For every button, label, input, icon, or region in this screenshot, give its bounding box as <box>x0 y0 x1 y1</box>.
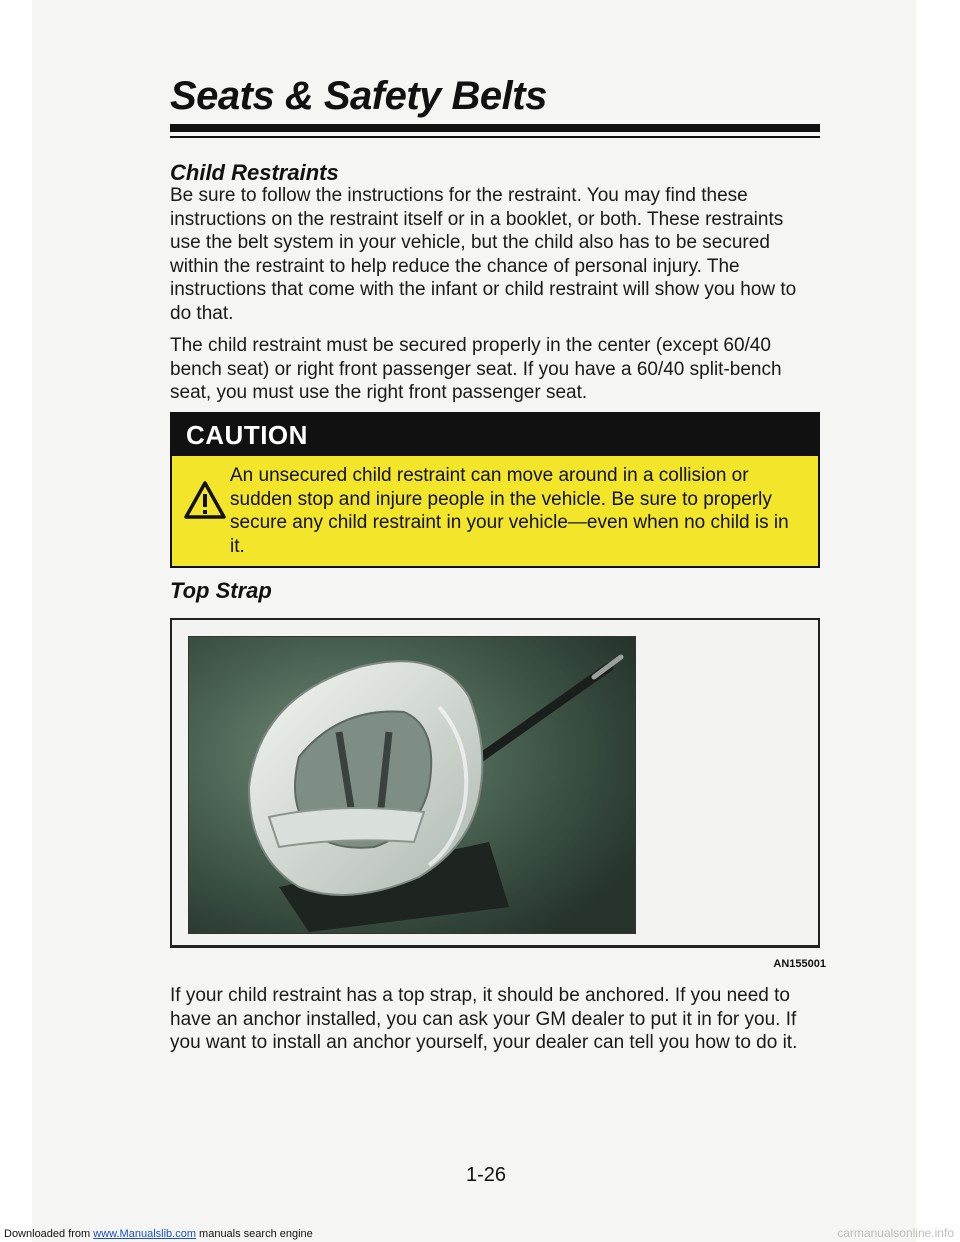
caution-label: CAUTION <box>186 420 308 450</box>
text-line: If your child restraint has a top strap, it should be anchored. If you need to <box>170 985 790 1006</box>
text-line: within the restraint to help reduce the chance of personal injury. The <box>170 255 740 277</box>
text-line: seat, you must use the right front passenger seat. <box>170 382 588 403</box>
heading-top-strap: Top Strap <box>170 578 272 603</box>
text-line: sudden stop and injure people in the vehicle. Be sure to properly <box>230 488 772 510</box>
paragraph-child-restraints-2 <box>170 334 810 405</box>
text-line: An unsecured child restraint can move around in a collision or <box>230 465 749 486</box>
figure-code: AN155001 <box>773 958 826 970</box>
title-rule-thin <box>170 136 820 138</box>
text-line: The child restraint must be secured properly in the center (except 60/40 <box>170 335 771 356</box>
text-line: secure any child restraint in your vehicle—even when no child is in <box>230 512 789 533</box>
text-line: Be sure to follow the instructions for the restraint. You may find these <box>170 185 748 206</box>
warning-triangle-icon <box>184 480 226 520</box>
footer-download-note <box>4 1228 313 1240</box>
footer-prefix: Downloaded from <box>4 1228 94 1240</box>
text-line: do that. <box>170 302 234 324</box>
text-line: you want to install an anchor yourself, your dealer can tell you how to do it. <box>170 1032 798 1053</box>
manualslib-link[interactable]: www.Manualslib.com <box>93 1228 196 1240</box>
figure-frame <box>170 618 820 948</box>
text-line: use the belt system in your vehicle, but the child also has to be secured <box>170 232 770 253</box>
child-seat-photo <box>188 636 636 934</box>
text-line: have an anchor installed, you can ask your GM dealer to put it in for you. If <box>170 1008 797 1030</box>
paragraph-top-strap <box>170 984 810 1055</box>
paragraph-child-restraints-1 <box>170 184 810 325</box>
heading-child-restraints: Child Restraints <box>170 160 339 185</box>
caution-box <box>170 412 820 568</box>
caution-header <box>172 414 818 456</box>
text-line: instructions that come with the infant or child restraint will show you how to <box>170 279 797 300</box>
footer-watermark: carmanualsonline.info <box>837 1226 954 1240</box>
text-line: bench seat) or right front passenger seat. If you have a 60/40 split-bench <box>170 358 782 380</box>
page-number: 1-26 <box>466 1164 507 1186</box>
caution-text <box>230 464 800 558</box>
title-rule <box>170 124 820 132</box>
text-line: instructions on the restraint itself or in a booklet, or both. These restraints <box>170 208 784 230</box>
page-title: Seats & Safety Belts <box>170 74 547 118</box>
footer-suffix: manuals search engine <box>195 1228 313 1240</box>
text-line: it. <box>230 535 245 557</box>
